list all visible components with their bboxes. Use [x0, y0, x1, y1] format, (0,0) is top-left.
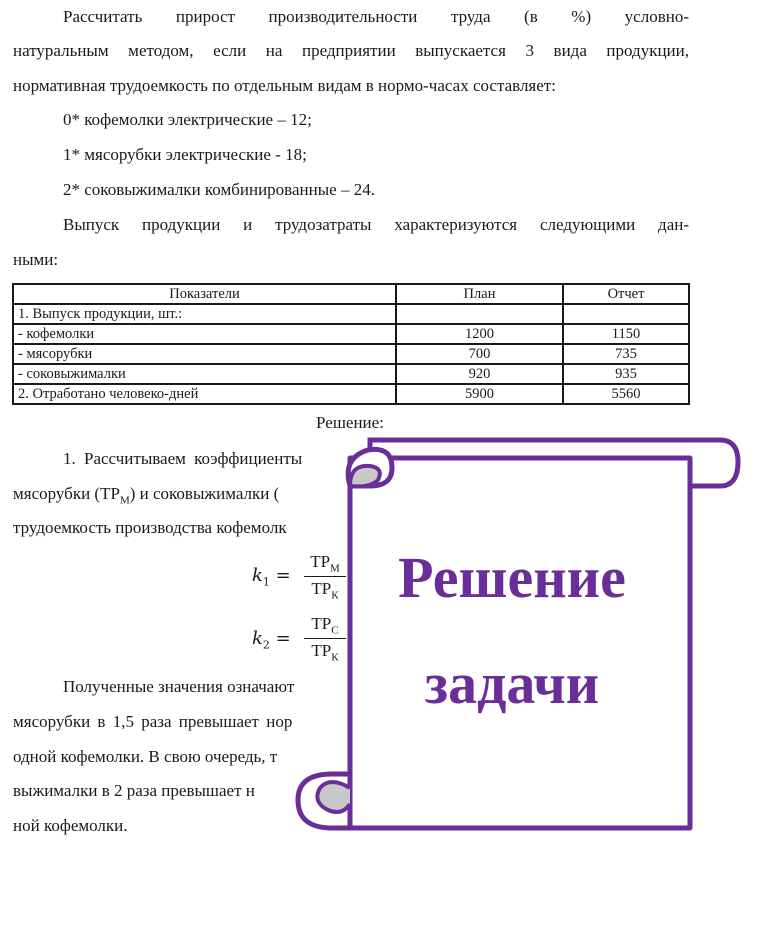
denominator: $ТР_К$	[311, 579, 339, 602]
table-header: Показатели	[13, 284, 396, 304]
solution-line-2: мясорубки $(ТР_М)$ и соковыжималки (	[13, 484, 280, 507]
scroll-banner-icon	[290, 436, 750, 836]
table-cell: 5560	[563, 384, 689, 404]
table-cell: 1. Выпуск продукции, шт.:	[13, 304, 396, 324]
problem-line-5: ными:	[13, 250, 59, 269]
table-header-row	[13, 284, 689, 304]
table-row	[13, 384, 689, 404]
list-item-2: 2* соковыжималки комбинированные – 24.	[63, 180, 375, 199]
table-cell: 920	[396, 364, 563, 384]
list-item-1: 1* мясорубки электрические - 18;	[63, 145, 307, 164]
table-row	[13, 344, 689, 364]
table-cell: - кофемолки	[13, 324, 396, 344]
numerator: $ТР_М$	[310, 552, 340, 575]
problem-line-1: Рассчитать прирост производительности труда (в %) условно-	[63, 7, 689, 26]
equation-k2-lhs: $k_2$ =	[252, 628, 291, 652]
list-item-0: 0* кофемолки электрические – 12;	[63, 110, 312, 129]
overlay-title-line-2: задачи	[424, 651, 600, 716]
data-table	[12, 283, 690, 405]
table-cell: - соковыжималки	[13, 364, 396, 384]
table-row	[13, 364, 689, 384]
table-cell: 1200	[396, 324, 563, 344]
table-cell: 935	[563, 364, 689, 384]
table-cell: 735	[563, 344, 689, 364]
solution-line-3: трудоемкость производства кофемолк	[13, 518, 287, 537]
table-cell	[396, 304, 563, 324]
table-row	[13, 324, 689, 344]
table-header: Отчет	[563, 284, 689, 304]
solution-line-7: выжималки в 2 раза превышает н	[13, 781, 255, 800]
equation-k1-lhs: $k_1$ =	[252, 565, 291, 589]
overlay-title-line-1: Решение	[398, 545, 626, 610]
problem-line-4: Выпуск продукции и трудозатраты характеризуются следующими дан-	[63, 215, 689, 234]
solution-line-4: Полученные значения означают	[63, 677, 295, 696]
solution-line-5: мясорубки в 1,5 раза превышает нор	[13, 712, 293, 731]
table-cell: - мясорубки	[13, 344, 396, 364]
table-cell	[563, 304, 689, 324]
solution-line-1: 1. Рассчитываем коэффициенты	[63, 449, 303, 468]
table-cell: 1150	[563, 324, 689, 344]
numerator: $ТР_С$	[311, 614, 339, 637]
solution-line-8: ной кофемолки.	[13, 816, 128, 835]
table-cell: 5900	[396, 384, 563, 404]
table-row	[13, 304, 689, 324]
solution-heading: Решение:	[316, 413, 384, 432]
denominator: $ТР_К$	[311, 641, 339, 664]
problem-line-3: нормативная трудоемкость по отдельным видам в нормо-часах составляет:	[13, 76, 556, 95]
table-header: План	[396, 284, 563, 304]
solution-line-6: одной кофемолки. В свою очередь, т	[13, 747, 278, 766]
problem-line-2: натуральным методом, если на предприятии выпускается 3 вида продукции,	[13, 41, 689, 60]
table-cell: 700	[396, 344, 563, 364]
table-cell: 2. Отработано человеко-дней	[13, 384, 396, 404]
